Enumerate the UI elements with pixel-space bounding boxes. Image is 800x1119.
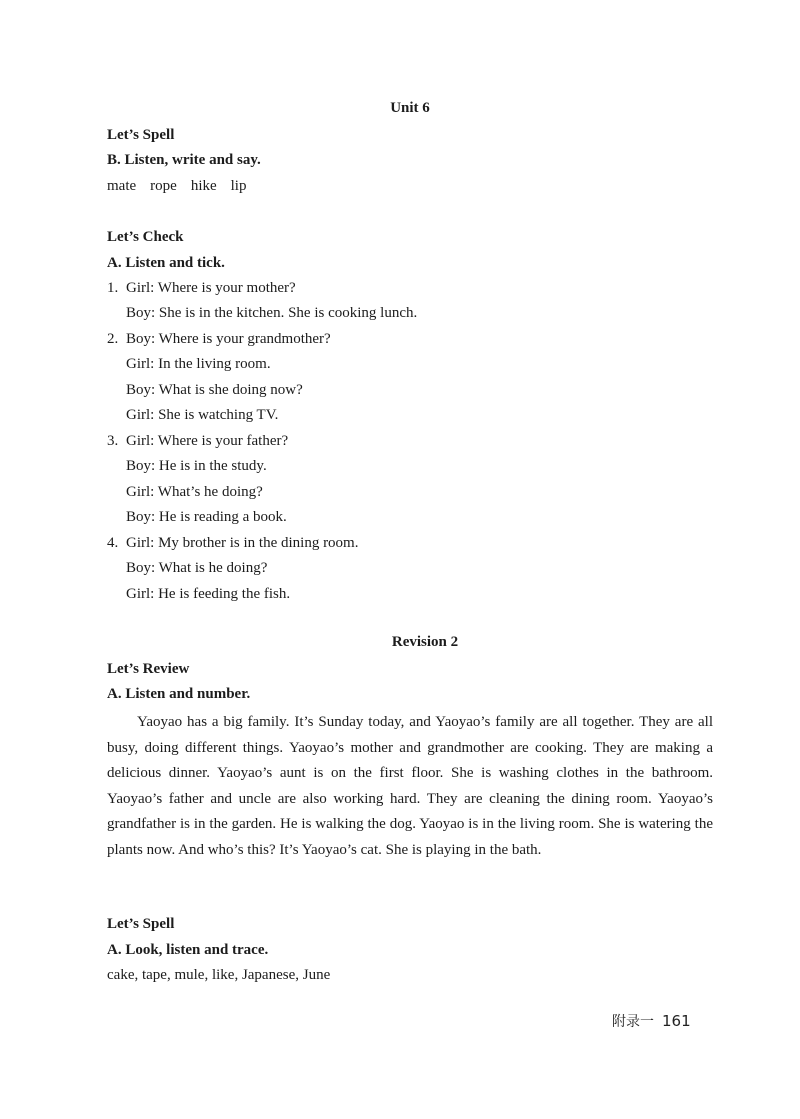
item-number: 2. xyxy=(107,331,119,347)
dialogue-line: 2. Boy: Where is your grandmother? xyxy=(107,331,331,347)
dialogue-line: Girl: In the living room. xyxy=(126,356,271,372)
dialogue-line: Boy: What is she doing now? xyxy=(126,382,303,398)
page-number: 161 xyxy=(662,1012,691,1030)
lets-review-heading: Let’s Review xyxy=(107,661,190,677)
spell-word: mate xyxy=(107,178,137,194)
spell-word: hike xyxy=(190,178,217,194)
dialogue-line: 4. Girl: My brother is in the dining room. xyxy=(107,535,359,551)
dialogue-line: 3. Girl: Where is your father? xyxy=(107,433,289,449)
lets-check-subheading: A. Listen and tick. xyxy=(107,255,225,271)
appendix-label: 附录一 xyxy=(612,1014,654,1030)
revision-title: Revision 2 xyxy=(391,634,459,650)
trace-word-list: cake, tape, mule, like, Japanese, June xyxy=(107,967,331,983)
item-number: 3. xyxy=(107,433,119,449)
spell-word: lip xyxy=(230,178,247,194)
lets-spell-subheading-2: A. Look, listen and trace. xyxy=(107,942,269,958)
dialogue-line: Boy: She is in the kitchen. She is cooking lunch. xyxy=(126,305,418,321)
review-paragraph: Yaoyao has a big family. It’s Sunday today, and Yaoyao’s family are all together. They are all busy, doing different things. Yaoyao’s mother and grandmother are cooking. They are making a delicious dinner. Yaoyao’s aunt is on the first floor. She is washing clothes in the bathroom. Yaoyao’s father and uncle are also working hard. They are cleaning the dining room. Yaoyao’s grandfather is in the garden. He is walking the dog. Yaoyao is in the living room. She is watering the plants now. And who’s this? It’s Yaoyao’s cat. She is playing in the bath. xyxy=(107,714,713,858)
dialogue-line: Girl: He is feeding the fish. xyxy=(126,586,291,602)
dialogue-line: 1. Girl: Where is your mother? xyxy=(107,280,296,296)
page-footer xyxy=(612,1011,691,1031)
dialogue-line: Boy: He is reading a book. xyxy=(126,509,287,525)
lets-spell-heading: Let’s Spell xyxy=(107,127,175,143)
lets-review-subheading: A. Listen and number. xyxy=(107,686,251,702)
unit-title: Unit 6 xyxy=(390,100,430,116)
item-number: 4. xyxy=(107,535,119,551)
lets-spell-subheading: B. Listen, write and say. xyxy=(107,152,261,168)
dialogue-line: Girl: She is watching TV. xyxy=(126,407,279,423)
dialogue-line: Girl: What’s he doing? xyxy=(126,484,263,500)
spell-word: rope xyxy=(150,178,177,194)
dialogue-line: Boy: He is in the study. xyxy=(126,458,267,474)
lets-spell-heading-2: Let’s Spell xyxy=(107,916,175,932)
item-number: 1. xyxy=(107,280,119,296)
dialogue-line: Boy: What is he doing? xyxy=(126,560,268,576)
lets-check-heading: Let’s Check xyxy=(107,229,184,245)
spell-word-list xyxy=(107,178,260,195)
